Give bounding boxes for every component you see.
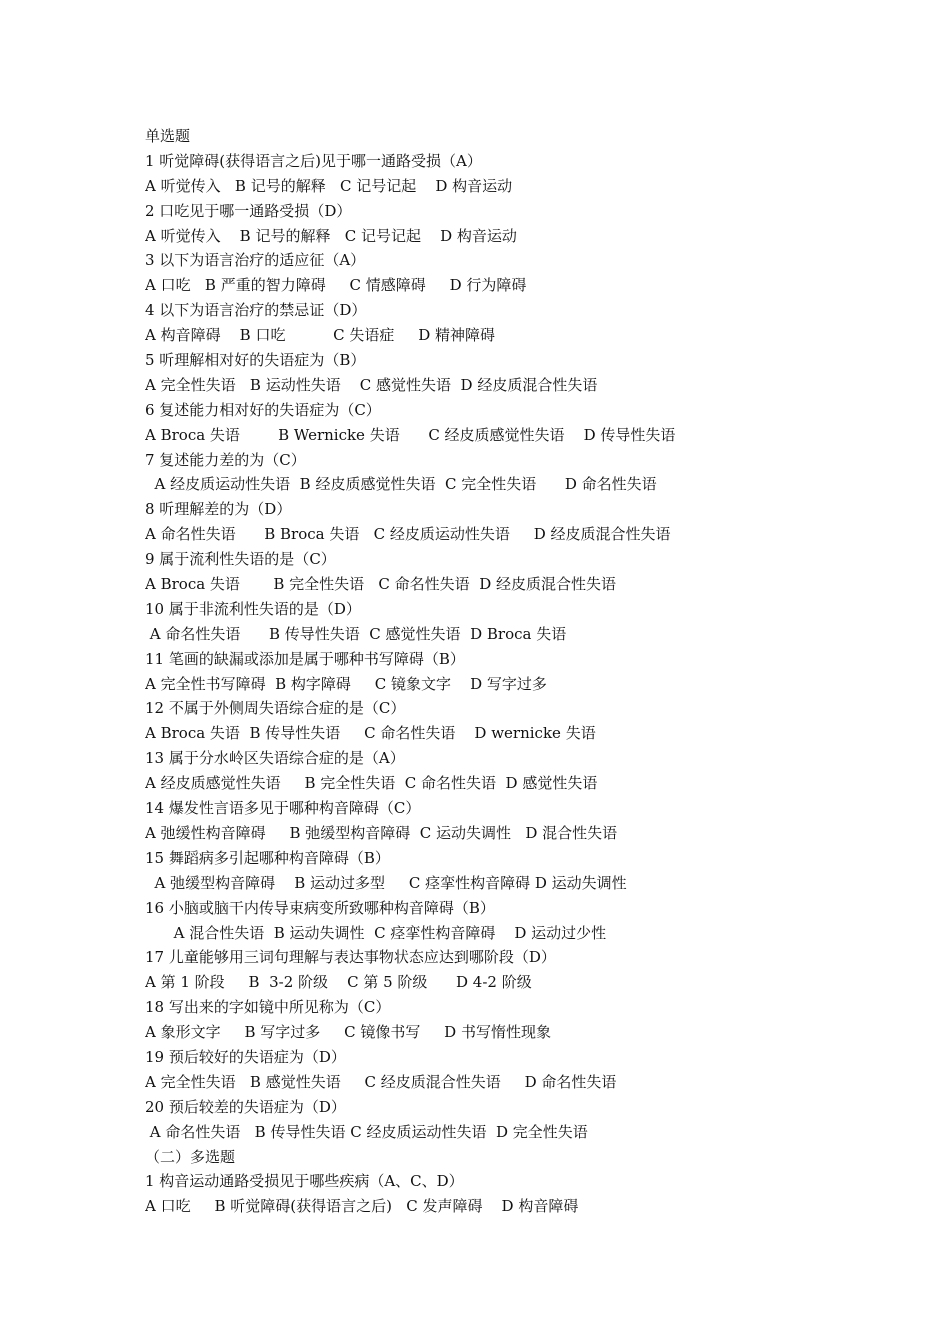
options-12: A Broca 失语 B 传导性失语 C 命名性失语 D wernicke 失语 (145, 724, 596, 743)
question-17: 17 儿童能够用三词句理解与表达事物状态应达到哪阶段（D） (145, 948, 556, 967)
question-6: 6 复述能力相对好的失语症为（C） (145, 400, 381, 419)
question-20: 20 预后较差的失语症为（D） (145, 1097, 346, 1116)
options-8: A 命名性失语 B Broca 失语 C 经皮质运动性失语 D 经皮质混合性失语 (145, 525, 671, 544)
options-7: A 经皮质运动性失语 B 经皮质感觉性失语 C 完全性失语 D 命名性失语 (145, 475, 657, 494)
options-4: A 构音障碍 B 口吃 C 失语症 D 精神障碍 (145, 326, 496, 345)
question-5: 5 听理解相对好的失语症为（B） (145, 351, 366, 370)
multi-question-1: 1 构音运动通路受损见于哪些疾病（A、C、D） (145, 1172, 464, 1191)
question-15: 15 舞蹈病多引起哪种构音障碍（B） (145, 848, 390, 867)
options-18: A 象形文字 B 写字过多 C 镜像书写 D 书写惰性现象 (145, 1023, 551, 1042)
question-12: 12 不属于外侧周失语综合症的是（C） (145, 699, 406, 718)
options-10: A 命名性失语 B 传导性失语 C 感觉性失语 D Broca 失语 (145, 624, 567, 643)
section-heading-single-choice: 单选题 (145, 127, 191, 145)
section-heading-multiple-choice: （二）多选题 (145, 1147, 236, 1166)
question-2: 2 口吃见于哪一通路受损（D） (145, 201, 352, 220)
question-13: 13 属于分水岭区失语综合症的是（A） (145, 749, 405, 768)
options-9: A Broca 失语 B 完全性失语 C 命名性失语 D 经皮质混合性失语 (145, 575, 616, 594)
options-17: A 第 1 阶段 B 3-2 阶级 C 第 5 阶级 D 4-2 阶级 (145, 973, 532, 992)
question-4: 4 以下为语言治疗的禁忌证（D） (145, 301, 367, 320)
options-1: A 听觉传入 B 记号的解释 C 记号记起 D 构音运动 (145, 176, 513, 195)
options-11: A 完全性书写障碍 B 构字障碍 C 镜象文字 D 写字过多 (145, 674, 547, 693)
question-3: 3 以下为语言治疗的适应征（A） (145, 251, 366, 270)
question-1: 1 听觉障碍(获得语言之后)见于哪一通路受损（A） (145, 151, 482, 170)
question-8: 8 听理解差的为（D） (145, 500, 292, 519)
question-14: 14 爆发性言语多见于哪种构音障碍（C） (145, 799, 421, 818)
options-3: A 口吃 B 严重的智力障碍 C 情感障碍 D 行为障碍 (145, 276, 527, 295)
question-16: 16 小脑或脑干内传导束病变所致哪种构音障碍（B） (145, 898, 495, 917)
options-14: A 弛缓性构音障碍 B 弛缓型构音障碍 C 运动失调性 D 混合性失语 (145, 823, 618, 842)
question-7: 7 复述能力差的为（C） (145, 450, 306, 469)
question-11: 11 笔画的缺漏或添加是属于哪种书写障碍（B） (145, 649, 465, 668)
options-15: A 弛缓型构音障碍 B 运动过多型 C 痉挛性构音障碍 D 运动失调性 (145, 873, 627, 892)
options-2: A 听觉传入 B 记号的解释 C 记号记起 D 构音运动 (145, 226, 517, 245)
question-18: 18 写出来的字如镜中所见称为（C） (145, 998, 391, 1017)
question-19: 19 预后较好的失语症为（D） (145, 1047, 346, 1066)
document-body (145, 124, 865, 1219)
options-20: A 命名性失语 B 传导性失语 C 经皮质运动性失语 D 完全性失语 (145, 1122, 588, 1141)
options-19: A 完全性失语 B 感觉性失语 C 经皮质混合性失语 D 命名性失语 (145, 1072, 617, 1091)
multi-options-1: A 口吃 B 听觉障碍(获得语言之后) C 发声障碍 D 构音障碍 (145, 1197, 579, 1216)
options-13: A 经皮质感觉性失语 B 完全性失语 C 命名性失语 D 感觉性失语 (145, 774, 598, 793)
options-5: A 完全性失语 B 运动性失语 C 感觉性失语 D 经皮质混合性失语 (145, 375, 598, 394)
question-9: 9 属于流利性失语的是（C） (145, 550, 336, 569)
question-10: 10 属于非流利性失语的是（D） (145, 599, 361, 618)
options-6: A Broca 失语 B Wernicke 失语 C 经皮质感觉性失语 D 传导性失语 (145, 425, 676, 444)
options-16: A 混合性失语 B 运动失调性 C 痉挛性构音障碍 D 运动过少性 (145, 923, 607, 942)
